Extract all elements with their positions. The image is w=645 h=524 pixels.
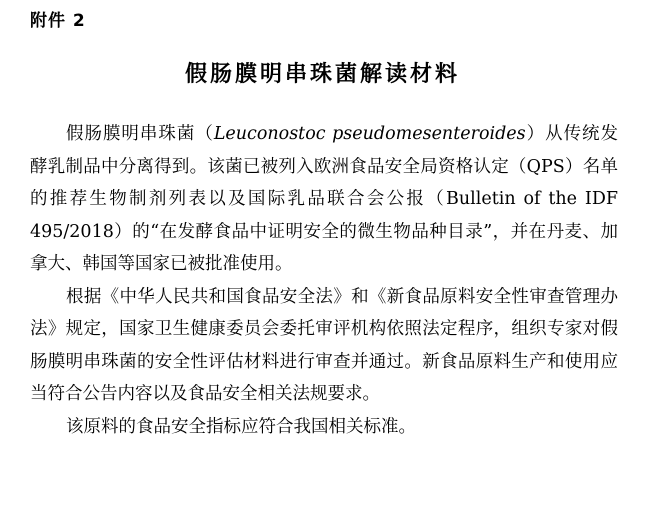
document-body <box>30 118 618 443</box>
paragraph-intro-lead: 假肠膜明串珠菌（ <box>66 124 214 144</box>
paragraph-intro <box>30 118 618 281</box>
species-latin-name: Leuconostoc pseudomesenteroides <box>213 124 526 144</box>
paragraph-regulation: 根据《中华人民共和国食品安全法》和《新食品原料安全性审查管理办法》规定，国家卫生健康委员会委托审评机构依照法定程序，组织专家对假肠膜明串珠菌的安全性评估材料进行审查并通过。新食品原料生产和使用应当符合公告内容以及食品安全相关法规要求。 <box>30 286 618 404</box>
paragraph-standards: 该原料的食品安全指标应符合我国相关标准。 <box>66 416 416 437</box>
document-title: 假肠膜明串珠菌解读材料 <box>184 62 460 87</box>
attachment-label: 附件 2 <box>30 11 86 31</box>
paragraph-intro-rest: ）从传统发酵乳制品中分离得到。该菌已被列入欧洲食品安全局资格认定（QPS）名单的推荐生物制剂列表以及国际乳品联合会公报（Bulletin of the IDF 495/2018）的“在发酵食品中证明安全的微生物品种目录”，并在丹麦、加拿大、韩国等国家已被批准使用。 <box>30 124 619 274</box>
